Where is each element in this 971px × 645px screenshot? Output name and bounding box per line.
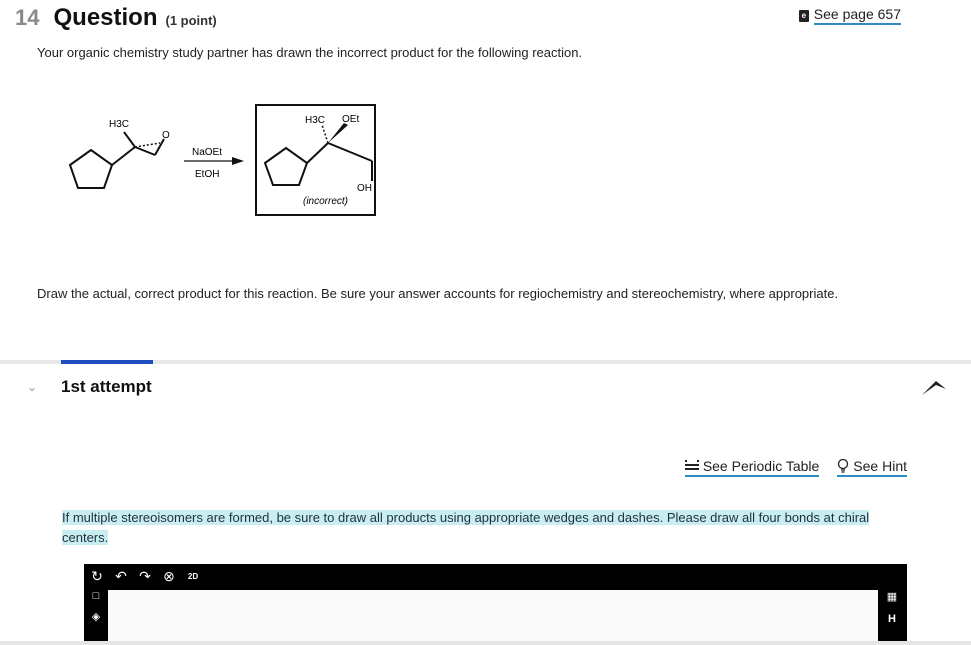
question-label: Question	[53, 4, 158, 31]
question-points: (1 point)	[165, 13, 217, 28]
product-oh-label: OH	[357, 183, 372, 194]
periodic-table-tool-icon[interactable]: ▦	[886, 591, 898, 603]
eraser-icon[interactable]: ◈	[91, 611, 101, 623]
attempt-title[interactable]: 1st attempt	[61, 377, 152, 396]
product-methyl-label: H3C	[305, 115, 326, 126]
epoxide-bond	[155, 139, 164, 155]
chevron-down-icon[interactable]: ⌄	[27, 380, 38, 394]
undo-icon[interactable]: ↶	[115, 567, 127, 584]
toggle-2d-button[interactable]: 2D	[187, 571, 199, 581]
ebook-icon: e	[799, 10, 809, 22]
reactant-cyclopentane-ring	[70, 150, 112, 188]
see-page-label[interactable]: See page 657	[814, 6, 901, 25]
product-bond	[307, 143, 328, 163]
structure-editor[interactable]	[84, 564, 907, 645]
epoxide-bond	[135, 147, 155, 155]
periodic-table-label: See Periodic Table	[702, 458, 820, 474]
product-cyclopentane-ring	[265, 148, 307, 185]
product-oet-label: OEt	[342, 114, 360, 125]
question-prompt: Your organic chemistry study partner has drawn the incorrect product for the following reaction.	[37, 45, 583, 60]
reaction-scheme	[60, 95, 400, 225]
reagent-top: NaOEt	[192, 147, 223, 158]
arrow-head	[232, 157, 244, 165]
product-chain-bond	[328, 143, 372, 161]
redo-icon[interactable]: ↷	[139, 567, 151, 584]
resource-links	[685, 458, 907, 477]
hint-link[interactable]	[837, 458, 907, 477]
stereo-hint-text: If multiple stereoisomers are formed, be sure to draw all products using appropriate wedges and dashes. Please draw all four bonds at chiral centers.	[62, 510, 870, 545]
zoom-icon[interactable]: ⊗	[163, 567, 175, 584]
periodic-table-link[interactable]	[685, 458, 819, 477]
drawing-canvas[interactable]	[108, 590, 878, 645]
editor-left-toolbar	[84, 590, 108, 645]
reactant-methyl-label: H3C	[109, 119, 130, 130]
hydrogen-button[interactable]: H	[888, 613, 896, 625]
stereo-hint-box	[62, 508, 897, 548]
incorrect-label: (incorrect)	[303, 196, 349, 207]
editor-right-toolbar	[880, 590, 907, 645]
periodic-table-icon	[685, 460, 699, 472]
attempt-tab-indicator	[61, 360, 153, 364]
reactant-bond	[112, 147, 135, 165]
question-instruction: Draw the actual, correct product for this reaction. Be sure your answer accounts for regiochemistry and stereochemistry, where appropriate.	[37, 286, 839, 301]
product-hash-bond	[322, 125, 328, 143]
reactant-oxygen-label: O	[162, 130, 170, 141]
question-header	[15, 4, 217, 32]
select-tool-icon[interactable]: □	[92, 590, 100, 602]
clear-icon[interactable]: ↻	[91, 567, 103, 584]
question-number: 14	[15, 5, 40, 30]
editor-toolbar	[84, 564, 907, 588]
product-wedge-bond	[328, 123, 348, 143]
bottom-rule	[0, 641, 971, 645]
methyl-bond	[124, 132, 135, 147]
reagent-bottom: EtOH	[195, 169, 220, 180]
lightbulb-icon	[837, 459, 849, 473]
reactant-hash-bond	[135, 143, 160, 147]
see-page-link[interactable]	[799, 6, 901, 25]
collapse-icon[interactable]	[918, 375, 948, 399]
hint-label: See Hint	[853, 458, 907, 474]
